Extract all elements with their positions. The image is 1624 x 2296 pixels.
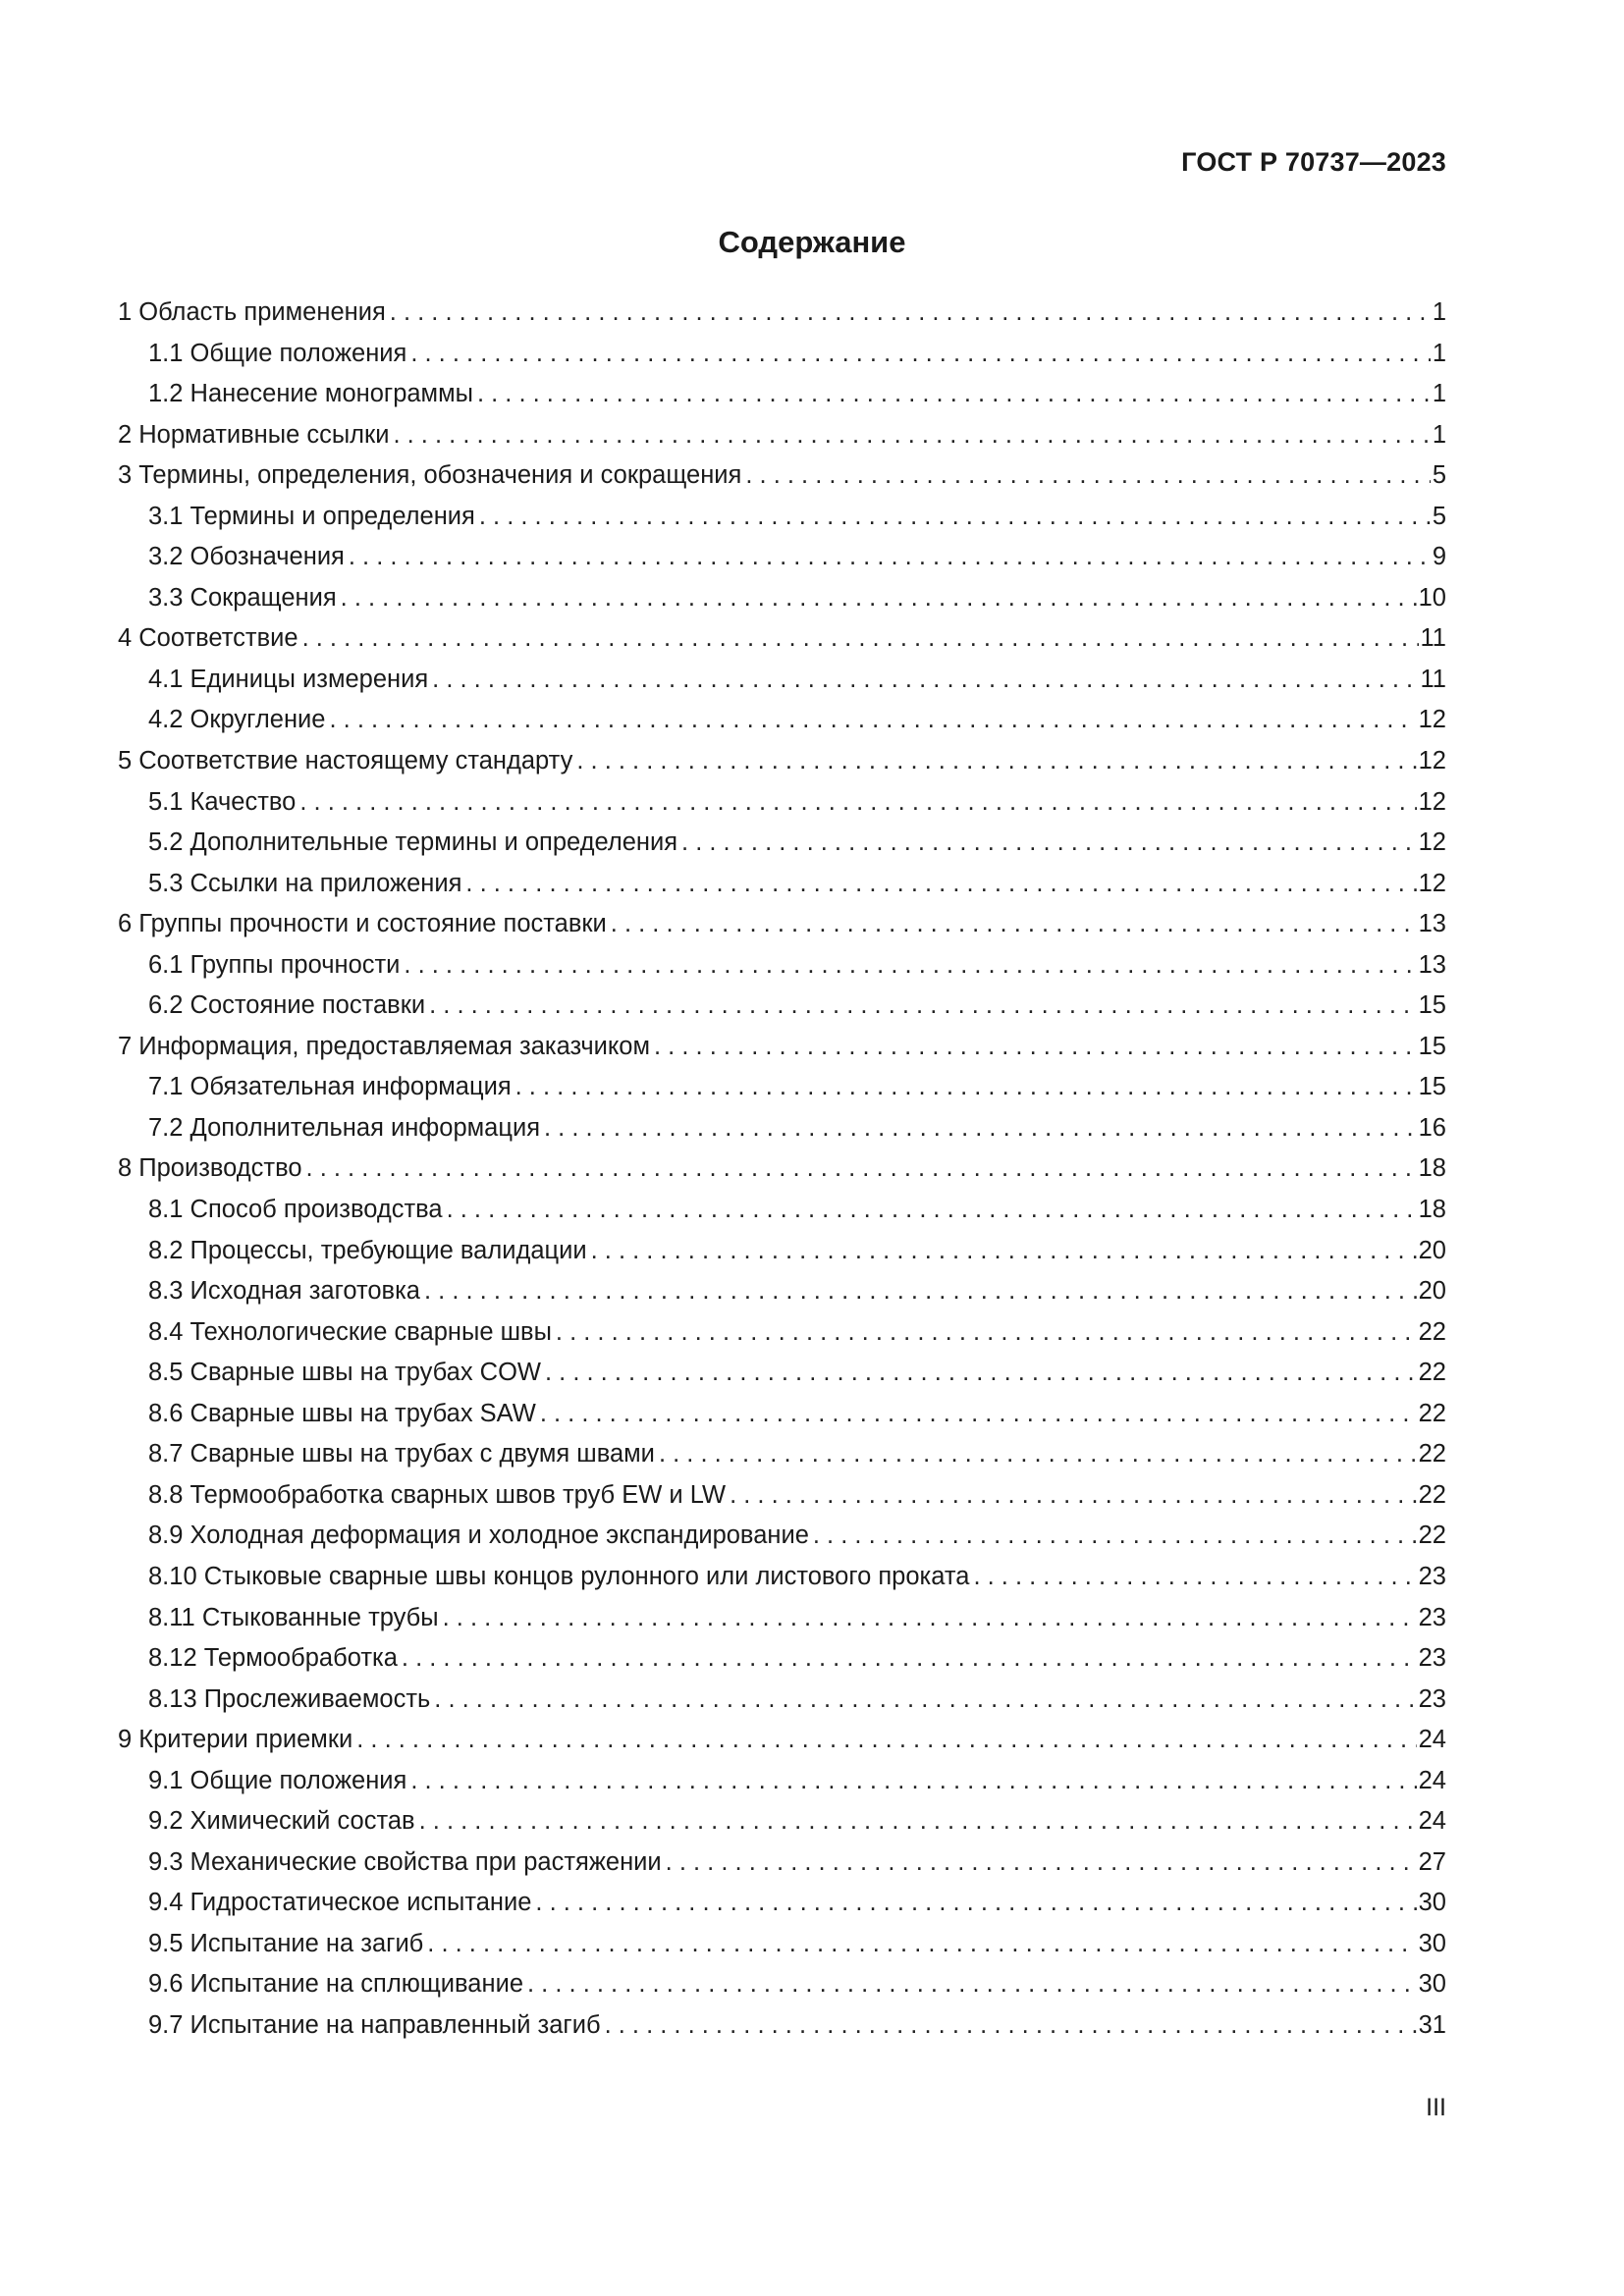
toc-entry-page: 11 xyxy=(1420,665,1446,693)
toc-entry xyxy=(118,1148,1446,1190)
toc-entry xyxy=(118,1067,1446,1108)
toc-entry xyxy=(118,1720,1446,1761)
toc-dot-leader xyxy=(302,618,1419,660)
toc-entry-label: 5.2 Дополнительные термины и определения xyxy=(148,828,678,857)
toc-dot-leader xyxy=(410,1761,1416,1802)
toc-entry-label: 8.7 Сварные швы на трубах с двумя швами xyxy=(148,1440,655,1468)
toc-entry xyxy=(118,578,1446,619)
toc-dot-leader xyxy=(390,293,1431,334)
toc-entry-label: 8.10 Стыковые сварные швы концов рулонного или листового проката xyxy=(148,1562,970,1590)
toc-entry-label: 6.1 Группы прочности xyxy=(148,950,401,979)
toc-entry-label: 3.1 Термины и определения xyxy=(148,502,475,530)
toc-entry-page: 22 xyxy=(1418,1317,1446,1346)
toc-entry xyxy=(118,1842,1446,1884)
toc-entry-page: 18 xyxy=(1418,1196,1446,1224)
toc-entry xyxy=(118,1312,1446,1354)
table-of-contents xyxy=(118,293,1446,2047)
toc-entry xyxy=(118,1598,1446,1639)
toc-title: Содержание xyxy=(718,225,906,259)
toc-entry-label: 1 Область применения xyxy=(118,298,386,326)
toc-entry-label: 8.3 Исходная заготовка xyxy=(148,1277,420,1306)
toc-entry-page: 22 xyxy=(1418,1440,1446,1468)
toc-entry xyxy=(118,864,1446,905)
toc-entry-label: 9.4 Гидростатическое испытание xyxy=(148,1889,532,1917)
toc-entry-page: 12 xyxy=(1418,828,1446,857)
toc-entry-label: 8.8 Термообработка сварных швов труб EW и LW xyxy=(148,1480,727,1509)
toc-dot-leader xyxy=(341,578,1417,619)
toc-dot-leader xyxy=(591,1231,1417,1272)
toc-entry-page: 1 xyxy=(1432,339,1446,367)
toc-entry-label: 9.2 Химический состав xyxy=(148,1807,415,1836)
toc-entry-page: 13 xyxy=(1418,950,1446,979)
toc-dot-leader xyxy=(681,823,1417,864)
toc-dot-leader xyxy=(419,1801,1417,1842)
toc-dot-leader xyxy=(515,1067,1417,1108)
toc-entry-label: 8.5 Сварные швы на трубах COW xyxy=(148,1359,541,1387)
toc-entry-page: 1 xyxy=(1432,298,1446,326)
toc-entry-page: 30 xyxy=(1418,1929,1446,1957)
toc-dot-leader xyxy=(306,1148,1417,1190)
toc-entry xyxy=(118,374,1446,415)
toc-entry-page: 12 xyxy=(1418,706,1446,734)
toc-entry-page: 16 xyxy=(1418,1113,1446,1142)
toc-entry-label: 3 Термины, определения, обозначения и сокращения xyxy=(118,461,742,490)
toc-entry-label: 8.12 Термообработка xyxy=(148,1644,398,1673)
toc-entry-label: 6 Группы прочности и состояние поставки xyxy=(118,910,607,938)
toc-entry-label: 8.9 Холодная деформация и холодное экспандирование xyxy=(148,1522,809,1550)
toc-entry xyxy=(118,741,1446,782)
toc-entry-page: 24 xyxy=(1418,1766,1446,1794)
toc-entry xyxy=(118,1557,1446,1598)
toc-entry xyxy=(118,1190,1446,1231)
toc-entry-page: 22 xyxy=(1418,1399,1446,1427)
toc-entry-page: 1 xyxy=(1432,420,1446,449)
toc-entry-label: 8 Производство xyxy=(118,1154,302,1183)
toc-entry-label: 8.11 Стыкованные трубы xyxy=(148,1603,439,1631)
toc-dot-leader xyxy=(527,1964,1417,2005)
toc-dot-leader xyxy=(477,374,1431,415)
toc-entry xyxy=(118,537,1446,578)
toc-dot-leader xyxy=(404,945,1416,987)
toc-entry xyxy=(118,1108,1446,1149)
toc-entry xyxy=(118,1516,1446,1557)
toc-entry-label: 7 Информация, предоставляемая заказчиком xyxy=(118,1032,651,1060)
toc-entry xyxy=(118,1475,1446,1517)
toc-entry-label: 9.6 Испытание на сплющивание xyxy=(148,1970,524,1999)
toc-entry-page: 30 xyxy=(1418,1889,1446,1917)
toc-entry-page: 23 xyxy=(1418,1562,1446,1590)
toc-entry-label: 9 Критерии приемки xyxy=(118,1726,353,1754)
toc-entry-label: 5.1 Качество xyxy=(148,787,297,816)
toc-entry-label: 3.3 Сокращения xyxy=(148,583,337,612)
toc-entry-label: 8.6 Сварные швы на трубах SAW xyxy=(148,1399,536,1427)
toc-entry-page: 12 xyxy=(1418,747,1446,775)
toc-entry-page: 13 xyxy=(1418,910,1446,938)
toc-dot-leader xyxy=(730,1475,1417,1517)
toc-entry xyxy=(118,1638,1446,1680)
toc-dot-leader xyxy=(329,700,1416,741)
toc-entry-page: 15 xyxy=(1418,1073,1446,1101)
toc-entry-label: 9.7 Испытание на направленный загиб xyxy=(148,2010,601,2039)
toc-dot-leader xyxy=(576,741,1416,782)
toc-dot-leader xyxy=(666,1842,1417,1884)
toc-entry-page: 22 xyxy=(1418,1359,1446,1387)
toc-entry-page: 22 xyxy=(1418,1522,1446,1550)
toc-entry-label: 5.3 Ссылки на приложения xyxy=(148,869,462,897)
toc-dot-leader xyxy=(813,1516,1417,1557)
toc-entry xyxy=(118,1964,1446,2005)
toc-dot-leader xyxy=(605,2005,1417,2047)
toc-entry-page: 12 xyxy=(1418,787,1446,816)
toc-entry-label: 7.2 Дополнительная информация xyxy=(148,1113,540,1142)
toc-entry-page: 11 xyxy=(1420,624,1446,653)
toc-entry xyxy=(118,1434,1446,1475)
toc-dot-leader xyxy=(434,1680,1416,1721)
toc-entry xyxy=(118,334,1446,375)
toc-entry-label: 4.2 Округление xyxy=(148,706,326,734)
toc-entry xyxy=(118,1271,1446,1312)
toc-entry-label: 5 Соответствие настоящему стандарту xyxy=(118,747,573,775)
toc-entry-page: 12 xyxy=(1418,869,1446,897)
toc-dot-leader xyxy=(356,1720,1416,1761)
toc-entry-page: 30 xyxy=(1418,1970,1446,1999)
toc-entry xyxy=(118,2005,1446,2047)
toc-dot-leader xyxy=(393,415,1430,456)
toc-dot-leader xyxy=(545,1353,1417,1394)
toc-entry xyxy=(118,1924,1446,1965)
toc-entry-label: 8.13 Прослеживаемость xyxy=(148,1684,431,1713)
toc-entry-label: 1.2 Нанесение монограммы xyxy=(148,380,473,408)
toc-entry-page: 23 xyxy=(1418,1603,1446,1631)
toc-entry-page: 15 xyxy=(1418,1032,1446,1060)
toc-entry-page: 22 xyxy=(1418,1480,1446,1509)
toc-dot-leader xyxy=(659,1434,1417,1475)
toc-entry-page: 15 xyxy=(1418,991,1446,1020)
toc-dot-leader xyxy=(402,1638,1417,1680)
toc-entry-label: 9.1 Общие положения xyxy=(148,1766,407,1794)
toc-dot-leader xyxy=(424,1271,1417,1312)
toc-entry-page: 5 xyxy=(1432,502,1446,530)
toc-entry-label: 6.2 Состояние поставки xyxy=(148,991,426,1020)
toc-entry-label: 8.1 Способ производства xyxy=(148,1196,443,1224)
toc-entry-label: 8.4 Технологические сварные швы xyxy=(148,1317,552,1346)
toc-dot-leader xyxy=(429,986,1417,1027)
toc-entry-label: 4 Соответствие xyxy=(118,624,298,653)
toc-entry xyxy=(118,497,1446,538)
toc-entry-page: 9 xyxy=(1432,543,1446,571)
toc-entry-page: 23 xyxy=(1418,1684,1446,1713)
document-code: ГОСТ Р 70737—2023 xyxy=(1181,147,1446,177)
toc-dot-leader xyxy=(410,334,1430,375)
toc-entry-label: 7.1 Обязательная информация xyxy=(148,1073,512,1101)
toc-entry-page: 1 xyxy=(1432,380,1446,408)
toc-entry xyxy=(118,415,1446,456)
toc-dot-leader xyxy=(299,782,1416,824)
toc-dot-leader xyxy=(544,1108,1417,1149)
toc-dot-leader xyxy=(432,660,1418,701)
toc-entry xyxy=(118,945,1446,987)
toc-entry xyxy=(118,823,1446,864)
toc-entry xyxy=(118,986,1446,1027)
toc-entry-label: 1.1 Общие положения xyxy=(148,339,407,367)
toc-entry xyxy=(118,455,1446,497)
toc-entry xyxy=(118,782,1446,824)
toc-dot-leader xyxy=(427,1924,1416,1965)
toc-entry xyxy=(118,1761,1446,1802)
toc-entry xyxy=(118,1353,1446,1394)
toc-entry xyxy=(118,700,1446,741)
toc-entry xyxy=(118,660,1446,701)
toc-entry xyxy=(118,904,1446,945)
toc-entry-page: 31 xyxy=(1418,2010,1446,2039)
toc-entry-page: 20 xyxy=(1418,1236,1446,1264)
toc-entry-page: 27 xyxy=(1418,1847,1446,1876)
toc-dot-leader xyxy=(745,455,1430,497)
toc-entry xyxy=(118,293,1446,334)
toc-dot-leader xyxy=(447,1190,1417,1231)
toc-entry-page: 18 xyxy=(1418,1154,1446,1183)
toc-entry-label: 4.1 Единицы измерения xyxy=(148,665,429,693)
toc-entry xyxy=(118,618,1446,660)
toc-dot-leader xyxy=(535,1883,1416,1924)
toc-dot-leader xyxy=(556,1312,1417,1354)
toc-entry-page: 5 xyxy=(1432,461,1446,490)
toc-dot-leader xyxy=(465,864,1416,905)
toc-entry-label: 3.2 Обозначения xyxy=(148,543,345,571)
toc-entry-page: 24 xyxy=(1418,1726,1446,1754)
toc-dot-leader xyxy=(611,904,1417,945)
toc-entry-page: 23 xyxy=(1418,1644,1446,1673)
toc-dot-leader xyxy=(443,1598,1417,1639)
toc-entry xyxy=(118,1801,1446,1842)
toc-dot-leader xyxy=(540,1394,1417,1435)
toc-entry-page: 20 xyxy=(1418,1277,1446,1306)
toc-entry-page: 24 xyxy=(1418,1807,1446,1836)
toc-dot-leader xyxy=(479,497,1431,538)
toc-dot-leader xyxy=(973,1557,1416,1598)
toc-entry-page: 10 xyxy=(1418,583,1446,612)
toc-entry xyxy=(118,1027,1446,1068)
toc-entry xyxy=(118,1231,1446,1272)
page-number: III xyxy=(1426,2094,1446,2121)
toc-entry-label: 2 Нормативные ссылки xyxy=(118,420,390,449)
toc-entry-label: 9.3 Механические свойства при растяжении xyxy=(148,1847,662,1876)
toc-entry xyxy=(118,1680,1446,1721)
toc-dot-leader xyxy=(654,1027,1417,1068)
toc-dot-leader xyxy=(349,537,1431,578)
toc-entry-label: 8.2 Процессы, требующие валидации xyxy=(148,1236,587,1264)
toc-entry xyxy=(118,1394,1446,1435)
toc-entry xyxy=(118,1883,1446,1924)
toc-entry-label: 9.5 Испытание на загиб xyxy=(148,1929,424,1957)
